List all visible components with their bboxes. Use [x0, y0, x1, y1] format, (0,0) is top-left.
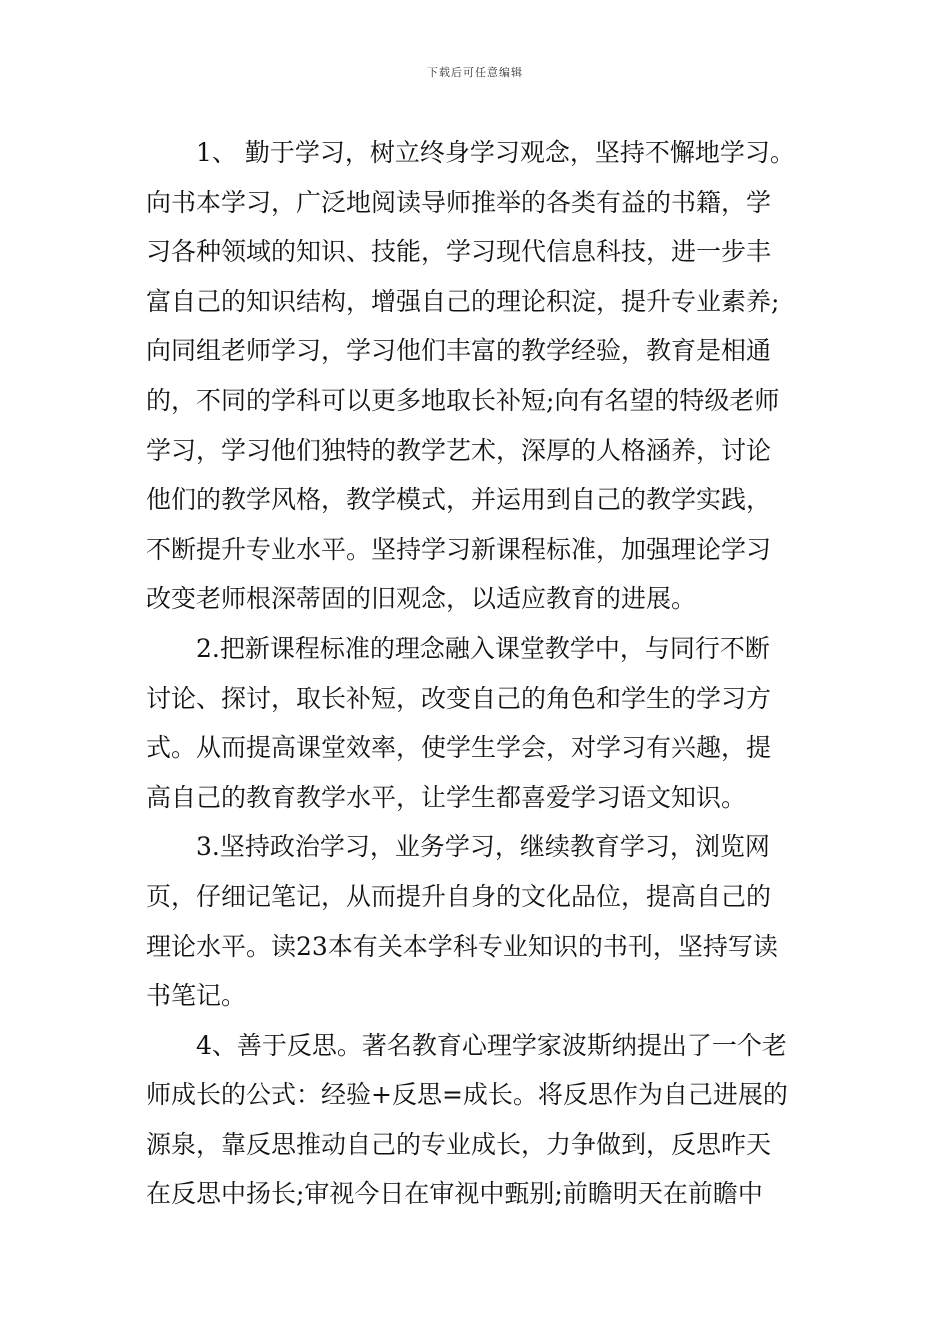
paragraph-line: 向书本学习，广泛地阅读导师推举的各类有益的书籍，学 — [146, 187, 772, 217]
paragraph-line: 向同组老师学习，学习他们丰富的教学经验，教育是相通 — [146, 336, 772, 366]
paragraph-line: 改变老师根深蒂固的旧观念，以适应教育的进展。 — [146, 584, 697, 614]
paragraph-3 — [146, 822, 814, 1020]
paragraph-line: 他们的教学风格，教学模式，并运用到自己的教学实践， — [146, 485, 772, 515]
paragraph-line: 源泉，靠反思推动自己的专业成长，力争做到，反思昨天 — [146, 1129, 772, 1159]
paragraph-line: 习各种领域的知识、技能，学习现代信息科技，进一步丰 — [146, 237, 772, 267]
paragraph-line: 4、善于反思。著名教育心理学家波斯纳提出了一个老 — [196, 1030, 787, 1060]
paragraph-line: 师成长的公式：经验+反思=成长。将反思作为自己进展的 — [146, 1080, 788, 1110]
paragraph-line: 页，仔细记笔记，从而提升自身的文化品位，提高自己的 — [146, 881, 772, 911]
paragraph-line: 讨论、探讨，取长补短，改变自己的角色和学生的学习方 — [146, 683, 772, 713]
paragraph-line: 高自己的教育教学水平，让学生都喜爱学习语文知识。 — [146, 782, 747, 812]
paragraph-1 — [146, 128, 814, 624]
paragraph-line: 学习，学习他们独特的教学艺术，深厚的人格涵养，讨论 — [146, 435, 772, 465]
paragraph-line: 的，不同的学科可以更多地取长补短;向有名望的特级老师 — [146, 385, 780, 415]
paragraph-line: 式。从而提高课堂效率，使学生学会，对学习有兴趣，提 — [146, 733, 772, 763]
paragraph-2 — [146, 624, 814, 822]
document-body — [146, 128, 814, 1219]
paragraph-line: 富自己的知识结构，增强自己的理论积淀，提升专业素养; — [146, 286, 780, 316]
paragraph-line: 在反思中扬长;审视今日在审视中甄别;前瞻明天在前瞻中 — [146, 1179, 763, 1209]
paragraph-line: 理论水平。读23本有关本学科专业知识的书刊，坚持写读 — [146, 931, 778, 961]
paragraph-line: 书笔记。 — [146, 981, 247, 1011]
page-header: 下载后可任意编辑 — [427, 66, 523, 79]
paragraph-line: 2.把新课程标准的理念融入课堂教学中，与同行不断 — [196, 633, 770, 663]
paragraph-line: 3.坚持政治学习，业务学习，继续教育学习，浏览网 — [196, 832, 770, 862]
paragraph-line: 不断提升专业水平。坚持学习新课程标准，加强理论学习 — [146, 534, 772, 564]
paragraph-4 — [146, 1021, 814, 1219]
paragraph-line: 1、 勤于学习，树立终身学习观念，坚持不懈地学习。 — [196, 138, 795, 167]
